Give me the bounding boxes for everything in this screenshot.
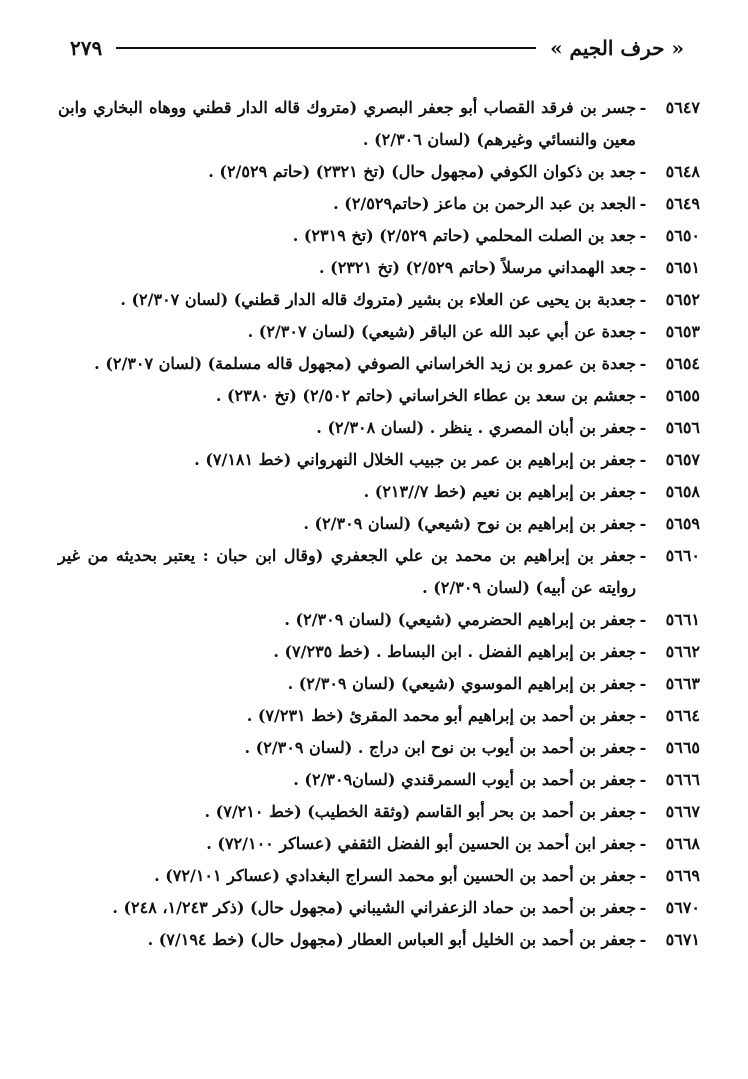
entry (58, 540, 700, 604)
entry-dash: - (639, 706, 647, 725)
entry-text: جعد بن ذكوان الكوفي (مجهول حال) (تخ ٢٣٢١) (حاتم ٢/٥٢٩) . (208, 162, 636, 181)
entry-number: ٥٦٦٨ (665, 834, 700, 853)
entry (58, 92, 700, 156)
entry-number: ٥٦٧١ (665, 930, 700, 949)
entry (58, 796, 700, 828)
entry-text: جعفر بن أبان المصري . ينظر . (لسان ٢/٣٠٨) . (316, 418, 636, 437)
entry-text: جعفر بن إبراهيم بن نوح (شيعي) (لسان ٢/٣٠٩) . (303, 514, 636, 533)
entry-dash: - (639, 546, 647, 565)
entry-dash: - (639, 802, 647, 821)
entry-text: جعفر بن أحمد بن الحسين أبو محمد السراج البغدادي (عساكر ٧٢/١٠١) . (154, 866, 636, 885)
entry-number: ٥٦٥٣ (665, 322, 700, 341)
entry-text: جعفر بن أحمد بن إبراهيم أبو محمد المقرئ (خط ٧/٢٣١) . (246, 706, 636, 725)
entry (58, 284, 700, 316)
entry-text: جعفر بن أحمد بن أيوب بن نوح ابن دراج . (لسان ٢/٣٠٩) . (244, 738, 636, 757)
entry-dash: - (639, 226, 647, 245)
entry-text: جعفر ابن أحمد بن الحسين أبو الفضل الثقفي (عساكر ٧٢/١٠٠) . (206, 834, 636, 853)
entry-text: جعفر بن أحمد بن أيوب السمرقندي (لسان٢/٣٠٩) . (293, 770, 636, 789)
entry-number: ٥٦٥٤ (665, 354, 700, 373)
entry-text: جعدبة بن يحيى عن العلاء بن بشير (متروك قاله الدار قطني) (لسان ٢/٣٠٧) . (120, 290, 636, 309)
entry-number: ٥٦٤٨ (665, 162, 700, 181)
entry-number: ٥٦٥١ (665, 258, 700, 277)
entry-text: جسر بن فرقد القصاب أبو جعفر البصري (متروك قاله الدار قطني ووهاه البخاري وابن معين والنسائي وغيرهم) (لسان ٢/٣٠٦) . (58, 98, 636, 149)
entry-text: جعد بن الصلت المحلمي (حاتم ٢/٥٢٩) (تخ ٢٣١٩) . (292, 226, 636, 245)
entry (58, 636, 700, 668)
entry-number: ٥٦٦٧ (665, 802, 700, 821)
entry-text: جعفر بن أحمد بن حماد الزعفراني الشيباني (مجهول حال) (ذكر ١/٢٤٣، ٢٤٨) . (112, 898, 636, 917)
entry (58, 348, 700, 380)
entry-text: جعفر بن إبراهيم الموسوي (شيعي) (لسان ٢/٣٠٩) . (287, 674, 636, 693)
entry (58, 476, 700, 508)
entry-number: ٥٦٦٢ (665, 642, 700, 661)
entry-dash: - (639, 770, 647, 789)
entry-number: ٥٦٥٠ (665, 226, 700, 245)
entry (58, 892, 700, 924)
entry (58, 252, 700, 284)
entry (58, 508, 700, 540)
entry (58, 828, 700, 860)
entry (58, 860, 700, 892)
entry-dash: - (639, 482, 647, 501)
entry-dash: - (639, 290, 647, 309)
entry-dash: - (639, 642, 647, 661)
entry-dash: - (639, 866, 647, 885)
entry-number: ٥٦٥٩ (665, 514, 700, 533)
entry-dash: - (639, 194, 647, 213)
running-title: « حرف الجيم » (550, 36, 684, 60)
entry-number: ٥٦٦٣ (665, 674, 700, 693)
entry-dash: - (639, 450, 647, 469)
entry (58, 316, 700, 348)
entry-text: جعفر بن أحمد بن بحر أبو القاسم (وثقة الخطيب) (خط ٧/٢١٠) . (204, 802, 636, 821)
entry-dash: - (639, 898, 647, 917)
entry-dash: - (639, 418, 647, 437)
entry-text: جعدة بن عمرو بن زيد الخراساني الصوفي (مجهول قاله مسلمة) (لسان ٢/٣٠٧) . (94, 354, 636, 373)
entry (58, 732, 700, 764)
entry-text: جعد الهمداني مرسلاً (حاتم ٢/٥٢٩) (تخ ٢٣٢١) . (318, 258, 636, 277)
entry (58, 604, 700, 636)
entry-dash: - (639, 258, 647, 277)
header-rule (116, 47, 536, 49)
entry-dash: - (639, 98, 647, 117)
entry-dash: - (639, 514, 647, 533)
page-header (70, 34, 684, 62)
entry-dash: - (639, 162, 647, 181)
entry-list (58, 92, 700, 956)
entry-number: ٥٦٥٦ (665, 418, 700, 437)
entry-number: ٥٦٤٩ (665, 194, 700, 213)
entry-text: جعفر بن إبراهيم بن نعيم (خط ٧//٢١٣) . (363, 482, 636, 501)
entry-text: جعفر بن إبراهيم بن عمر بن جبيب الخلال النهرواني (خط ٧/١٨١) . (194, 450, 636, 469)
entry-dash: - (639, 834, 647, 853)
entry (58, 924, 700, 956)
entry (58, 380, 700, 412)
entry-dash: - (639, 322, 647, 341)
entry-dash: - (639, 738, 647, 757)
entry-text: الجعد بن عبد الرحمن بن ماعز (حاتم٢/٥٢٩) . (333, 194, 636, 213)
entry-text: جعدة عن أبي عبد الله عن الباقر (شيعي) (لسان ٢/٣٠٧) . (247, 322, 636, 341)
entry (58, 412, 700, 444)
entry (58, 156, 700, 188)
entry-number: ٥٦٦٤ (665, 706, 700, 725)
entry-number: ٥٦٥٥ (665, 386, 700, 405)
entry-text: جعفر بن أحمد بن الخليل أبو العباس العطار (مجهول حال) (خط ٧/١٩٤) . (147, 930, 636, 949)
entry-dash: - (639, 386, 647, 405)
entry-text: جعفر بن إبراهيم بن محمد بن علي الجعفري (وقال ابن حبان : يعتبر بحديثه من غير روايته عن أبيه) (لسان ٢/٣٠٩) . (58, 546, 636, 597)
entry (58, 444, 700, 476)
entry-number: ٥٦٦١ (665, 610, 700, 629)
entry-number: ٥٦٦٦ (665, 770, 700, 789)
entry (58, 220, 700, 252)
entry-number: ٥٦٤٧ (665, 98, 700, 117)
entry-number: ٥٦٥٢ (665, 290, 700, 309)
entry (58, 668, 700, 700)
entry-dash: - (639, 930, 647, 949)
entry-dash: - (639, 354, 647, 373)
entry-text: جعفر بن إبراهيم الفضل . ابن البساط . (خط ٧/٢٣٥) . (273, 642, 636, 661)
page-number: ٢٧٩ (70, 36, 103, 60)
entry-number: ٥٦٧٠ (665, 898, 700, 917)
entry-dash: - (639, 610, 647, 629)
entry-number: ٥٦٦٩ (665, 866, 700, 885)
entry-number: ٥٦٦٥ (665, 738, 700, 757)
entry-text: جعفر بن إبراهيم الحضرمي (شيعي) (لسان ٢/٣٠٩) . (284, 610, 636, 629)
entry-dash: - (639, 674, 647, 693)
entry (58, 188, 700, 220)
entry-number: ٥٦٥٨ (665, 482, 700, 501)
entry-number: ٥٦٥٧ (665, 450, 700, 469)
entry-text: جعشم بن سعد بن عطاء الخراساني (حاتم ٢/٥٠٢) (تخ ٢٣٨٠) . (215, 386, 636, 405)
entry (58, 700, 700, 732)
entry-number: ٥٦٦٠ (665, 546, 700, 565)
entry (58, 764, 700, 796)
